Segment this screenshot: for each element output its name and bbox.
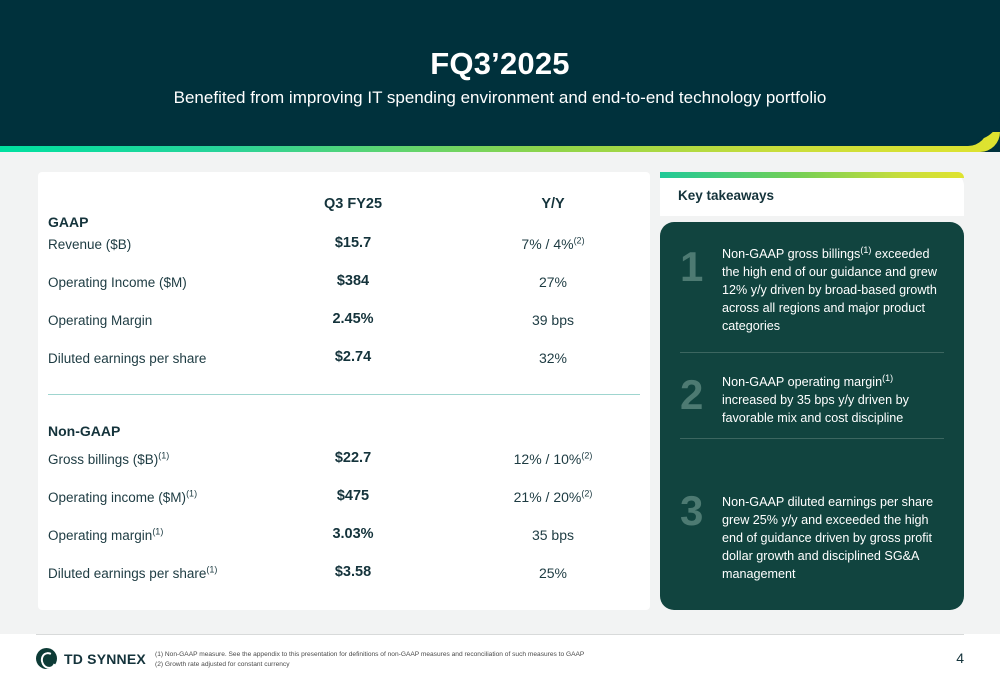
row-value-q3: $3.58 (334, 564, 372, 580)
footnote-2: (2) Growth rate adjusted for constant currency (155, 661, 290, 669)
row-value-yy-text: 12% / 10% (513, 451, 582, 467)
row-value-q3: $15.7 (334, 235, 372, 251)
footnote-marker: (1) (158, 450, 170, 461)
row-label (48, 490, 197, 505)
column-header-yy: Y/Y (541, 196, 565, 212)
row-value-yy (463, 451, 643, 467)
td-synnex-logo-icon (36, 648, 57, 669)
takeaway-text (722, 374, 948, 428)
row-value-yy: 35 bps (531, 527, 575, 543)
key-takeaways-header (660, 172, 964, 216)
row-label: Operating Income ($M) (48, 275, 187, 290)
takeaway-number: 2 (680, 371, 704, 418)
row-value-q3: 2.45% (332, 311, 374, 327)
takeaway-text-part-a: Non-GAAP operating margin (722, 375, 883, 389)
header-panel (0, 0, 1000, 140)
page-subtitle: Benefited from improving IT spending environment and end-to-end technology portfolio (173, 88, 827, 107)
footnote-marker: (1) (206, 564, 218, 575)
footnote-marker: (1) (882, 372, 894, 383)
section-title-non-gaap: Non-GAAP (48, 423, 121, 439)
row-value-yy (463, 489, 643, 505)
row-value-q3: $22.7 (334, 450, 372, 466)
takeaway-text-part-a: Non-GAAP gross billings (722, 247, 861, 261)
row-value-yy-text: 7% / 4% (521, 236, 574, 252)
takeaway-number: 1 (680, 243, 704, 290)
footnotes (155, 650, 755, 670)
takeaway-text-part-b: exceeded the high end of our guidance and grew 12% y/y driven by broad-based growth across all regions and major product categories (722, 247, 937, 333)
row-value-q3: $2.74 (334, 349, 372, 365)
row-value-q3: $384 (336, 273, 370, 289)
row-value-yy-text: 21% / 20% (513, 489, 582, 505)
row-value-yy: 25% (538, 565, 568, 581)
footer-divider (36, 634, 964, 635)
row-label: Operating Margin (48, 313, 153, 328)
row-label-text: Operating income ($M) (48, 490, 187, 505)
row-label: Diluted earnings per share (48, 351, 207, 366)
footnote-marker: (1) (860, 244, 872, 255)
section-divider (48, 394, 640, 395)
row-value-yy: 39 bps (531, 312, 575, 328)
page-number: 4 (956, 650, 964, 666)
row-label-text: Gross billings ($B) (48, 452, 159, 467)
row-label (48, 566, 217, 581)
row-label-text: Operating margin (48, 528, 153, 543)
row-value-yy: 32% (538, 350, 568, 366)
footnote-marker: (2) (581, 450, 593, 461)
slide-header (0, 0, 1000, 152)
row-value-yy (463, 236, 643, 252)
row-value-q3: 3.03% (332, 526, 374, 542)
page-title: FQ3’2025 (430, 46, 570, 81)
takeaway-text-part-b: increased by 35 bps y/y driven by favorable mix and cost discipline (722, 392, 909, 425)
takeaway-number: 3 (680, 487, 704, 534)
brand-logo (36, 648, 146, 669)
financial-metrics-table (38, 172, 650, 610)
takeaway-separator (680, 438, 944, 439)
takeaway-text: Non-GAAP diluted earnings per share grew 25% y/y and exceeded the high end of guidance driven by gross profit dollar growth and disciplined SG&A management (722, 495, 934, 581)
key-takeaways-title: Key takeaways (678, 188, 775, 203)
takeaway-text (722, 246, 948, 335)
footnote-marker: (1) (186, 488, 198, 499)
row-label (48, 452, 169, 467)
key-takeaways-panel (660, 172, 964, 610)
column-header-q3: Q3 FY25 (323, 196, 383, 212)
footnote-marker: (2) (573, 235, 585, 246)
footnote-marker: (1) (152, 526, 164, 537)
section-title-gaap: GAAP (48, 214, 89, 230)
footnote-1: (1) Non-GAAP measure. See the appendix to this presentation for definitions of non-GAAP measures and reconciliation of such measures to GAAP (155, 651, 585, 658)
row-label: Revenue ($B) (48, 237, 132, 252)
key-takeaways-body (660, 222, 964, 610)
row-value-yy: 27% (538, 274, 568, 290)
row-label (48, 528, 163, 543)
brand-name: TD SYNNEX (64, 650, 146, 667)
takeaway-separator (680, 352, 944, 353)
row-label-text: Diluted earnings per share (48, 566, 207, 581)
footnote-marker: (2) (581, 488, 593, 499)
takeaways-accent-gradient (660, 172, 964, 178)
row-value-q3: $475 (336, 488, 370, 504)
